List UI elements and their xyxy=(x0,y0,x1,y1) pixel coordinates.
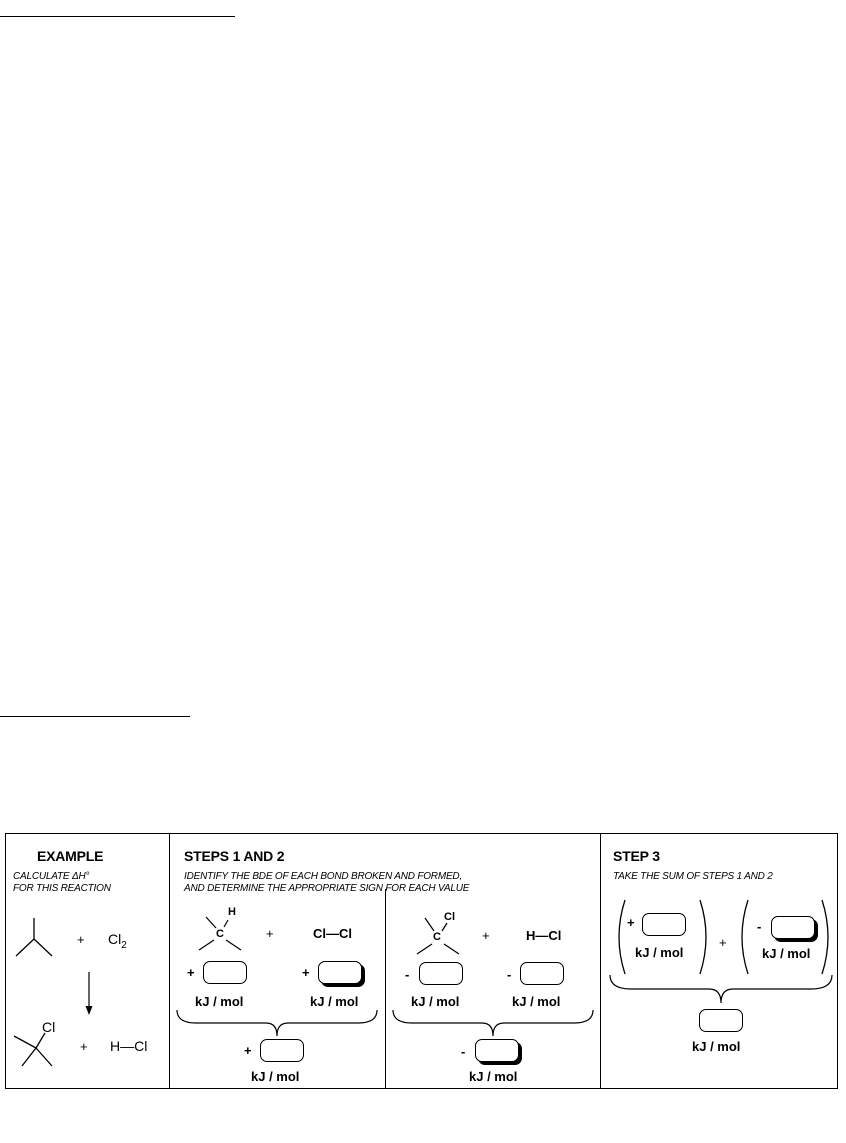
step3-formed-input[interactable] xyxy=(771,916,815,939)
answer-line-bottom xyxy=(0,716,190,717)
panel-divider-2 xyxy=(600,833,601,1089)
broken-sign-2: + xyxy=(302,965,310,980)
example-heading: EXAMPLE xyxy=(37,848,104,864)
broken-unit-2: kJ / mol xyxy=(310,994,359,1009)
formed-sign-1: - xyxy=(405,967,410,982)
formed-unit-2: kJ / mol xyxy=(512,994,561,1009)
formed-sum-sign: - xyxy=(461,1044,466,1059)
step3-unit-2: kJ / mol xyxy=(762,946,811,961)
step3-sign-2: - xyxy=(757,919,762,934)
answer-line-top xyxy=(0,16,235,17)
ch-bond-h-label: H xyxy=(228,906,236,918)
example-instruction xyxy=(13,871,111,895)
broken-sum-input[interactable] xyxy=(260,1039,304,1062)
example-line2: FOR THIS REACTION xyxy=(13,883,111,894)
broken-sum-sign: + xyxy=(244,1043,252,1058)
step3-broken-input[interactable] xyxy=(642,913,686,936)
step3-brace xyxy=(609,974,833,1006)
ccl-bde-input[interactable] xyxy=(419,962,463,985)
clcl-bond: Cl—Cl xyxy=(313,926,352,941)
example-line1: CALCULATE xyxy=(13,871,70,882)
formed-unit-1: kJ / mol xyxy=(411,994,460,1009)
reactant-plus: + xyxy=(77,932,85,947)
step3-paren-right-1 xyxy=(698,898,712,978)
formed-plus: + xyxy=(482,928,490,943)
broken-unit-1: kJ / mol xyxy=(195,994,244,1009)
reaction-arrow xyxy=(84,972,94,1017)
step3-paren-left-2 xyxy=(736,898,750,978)
hcl-bde-input[interactable] xyxy=(520,962,564,985)
steps-divider xyxy=(385,889,386,1089)
clcl-bde-input[interactable] xyxy=(318,961,362,984)
panel-divider-1 xyxy=(169,833,170,1089)
broken-brace xyxy=(176,1009,378,1039)
steps-heading: STEPS 1 AND 2 xyxy=(184,848,285,864)
total-unit: kJ / mol xyxy=(692,1039,741,1054)
broken-sign-1: + xyxy=(187,965,195,980)
ccl-bond-c-label: C xyxy=(433,931,441,943)
ch-bde-input[interactable] xyxy=(203,961,247,984)
ch-bond-c-label: C xyxy=(216,928,224,940)
steps-instruction xyxy=(184,871,469,895)
tert-butyl-chloride-structure xyxy=(14,1028,64,1073)
formed-sum-input[interactable] xyxy=(475,1039,519,1062)
step3-plus: + xyxy=(719,935,727,950)
product-plus: + xyxy=(80,1039,88,1054)
broken-plus: + xyxy=(266,926,274,941)
ccl-bond-cl-label: Cl xyxy=(444,911,455,923)
formed-brace xyxy=(392,1009,594,1039)
delta-h-symbol: ΔH° xyxy=(71,871,90,882)
isobutane-structure xyxy=(12,918,62,968)
step3-paren-left-1 xyxy=(613,898,627,978)
step3-heading: STEP 3 xyxy=(613,848,660,864)
total-input[interactable] xyxy=(699,1009,743,1032)
hcl-product: H—Cl xyxy=(110,1038,148,1054)
step3-unit-1: kJ / mol xyxy=(635,945,684,960)
chlorine-molecule: $Cl_2$ xyxy=(108,931,127,951)
step3-paren-right-2 xyxy=(820,898,834,978)
product-cl-label: Cl xyxy=(42,1019,56,1035)
formed-sum-unit: kJ / mol xyxy=(469,1069,518,1084)
step3-desc: TAKE THE SUM OF STEPS 1 AND 2 xyxy=(613,871,773,882)
steps-desc-2: AND DETERMINE THE APPROPRIATE SIGN FOR EACH VALUE xyxy=(184,883,470,894)
broken-sum-unit: kJ / mol xyxy=(251,1069,300,1084)
hcl-bond: H—Cl xyxy=(526,928,562,943)
step3-sign-1: + xyxy=(627,915,635,930)
formed-sign-2: - xyxy=(507,967,512,982)
steps-desc-1: IDENTIFY THE BDE OF EACH BOND BROKEN AND FORMED, xyxy=(184,871,463,882)
